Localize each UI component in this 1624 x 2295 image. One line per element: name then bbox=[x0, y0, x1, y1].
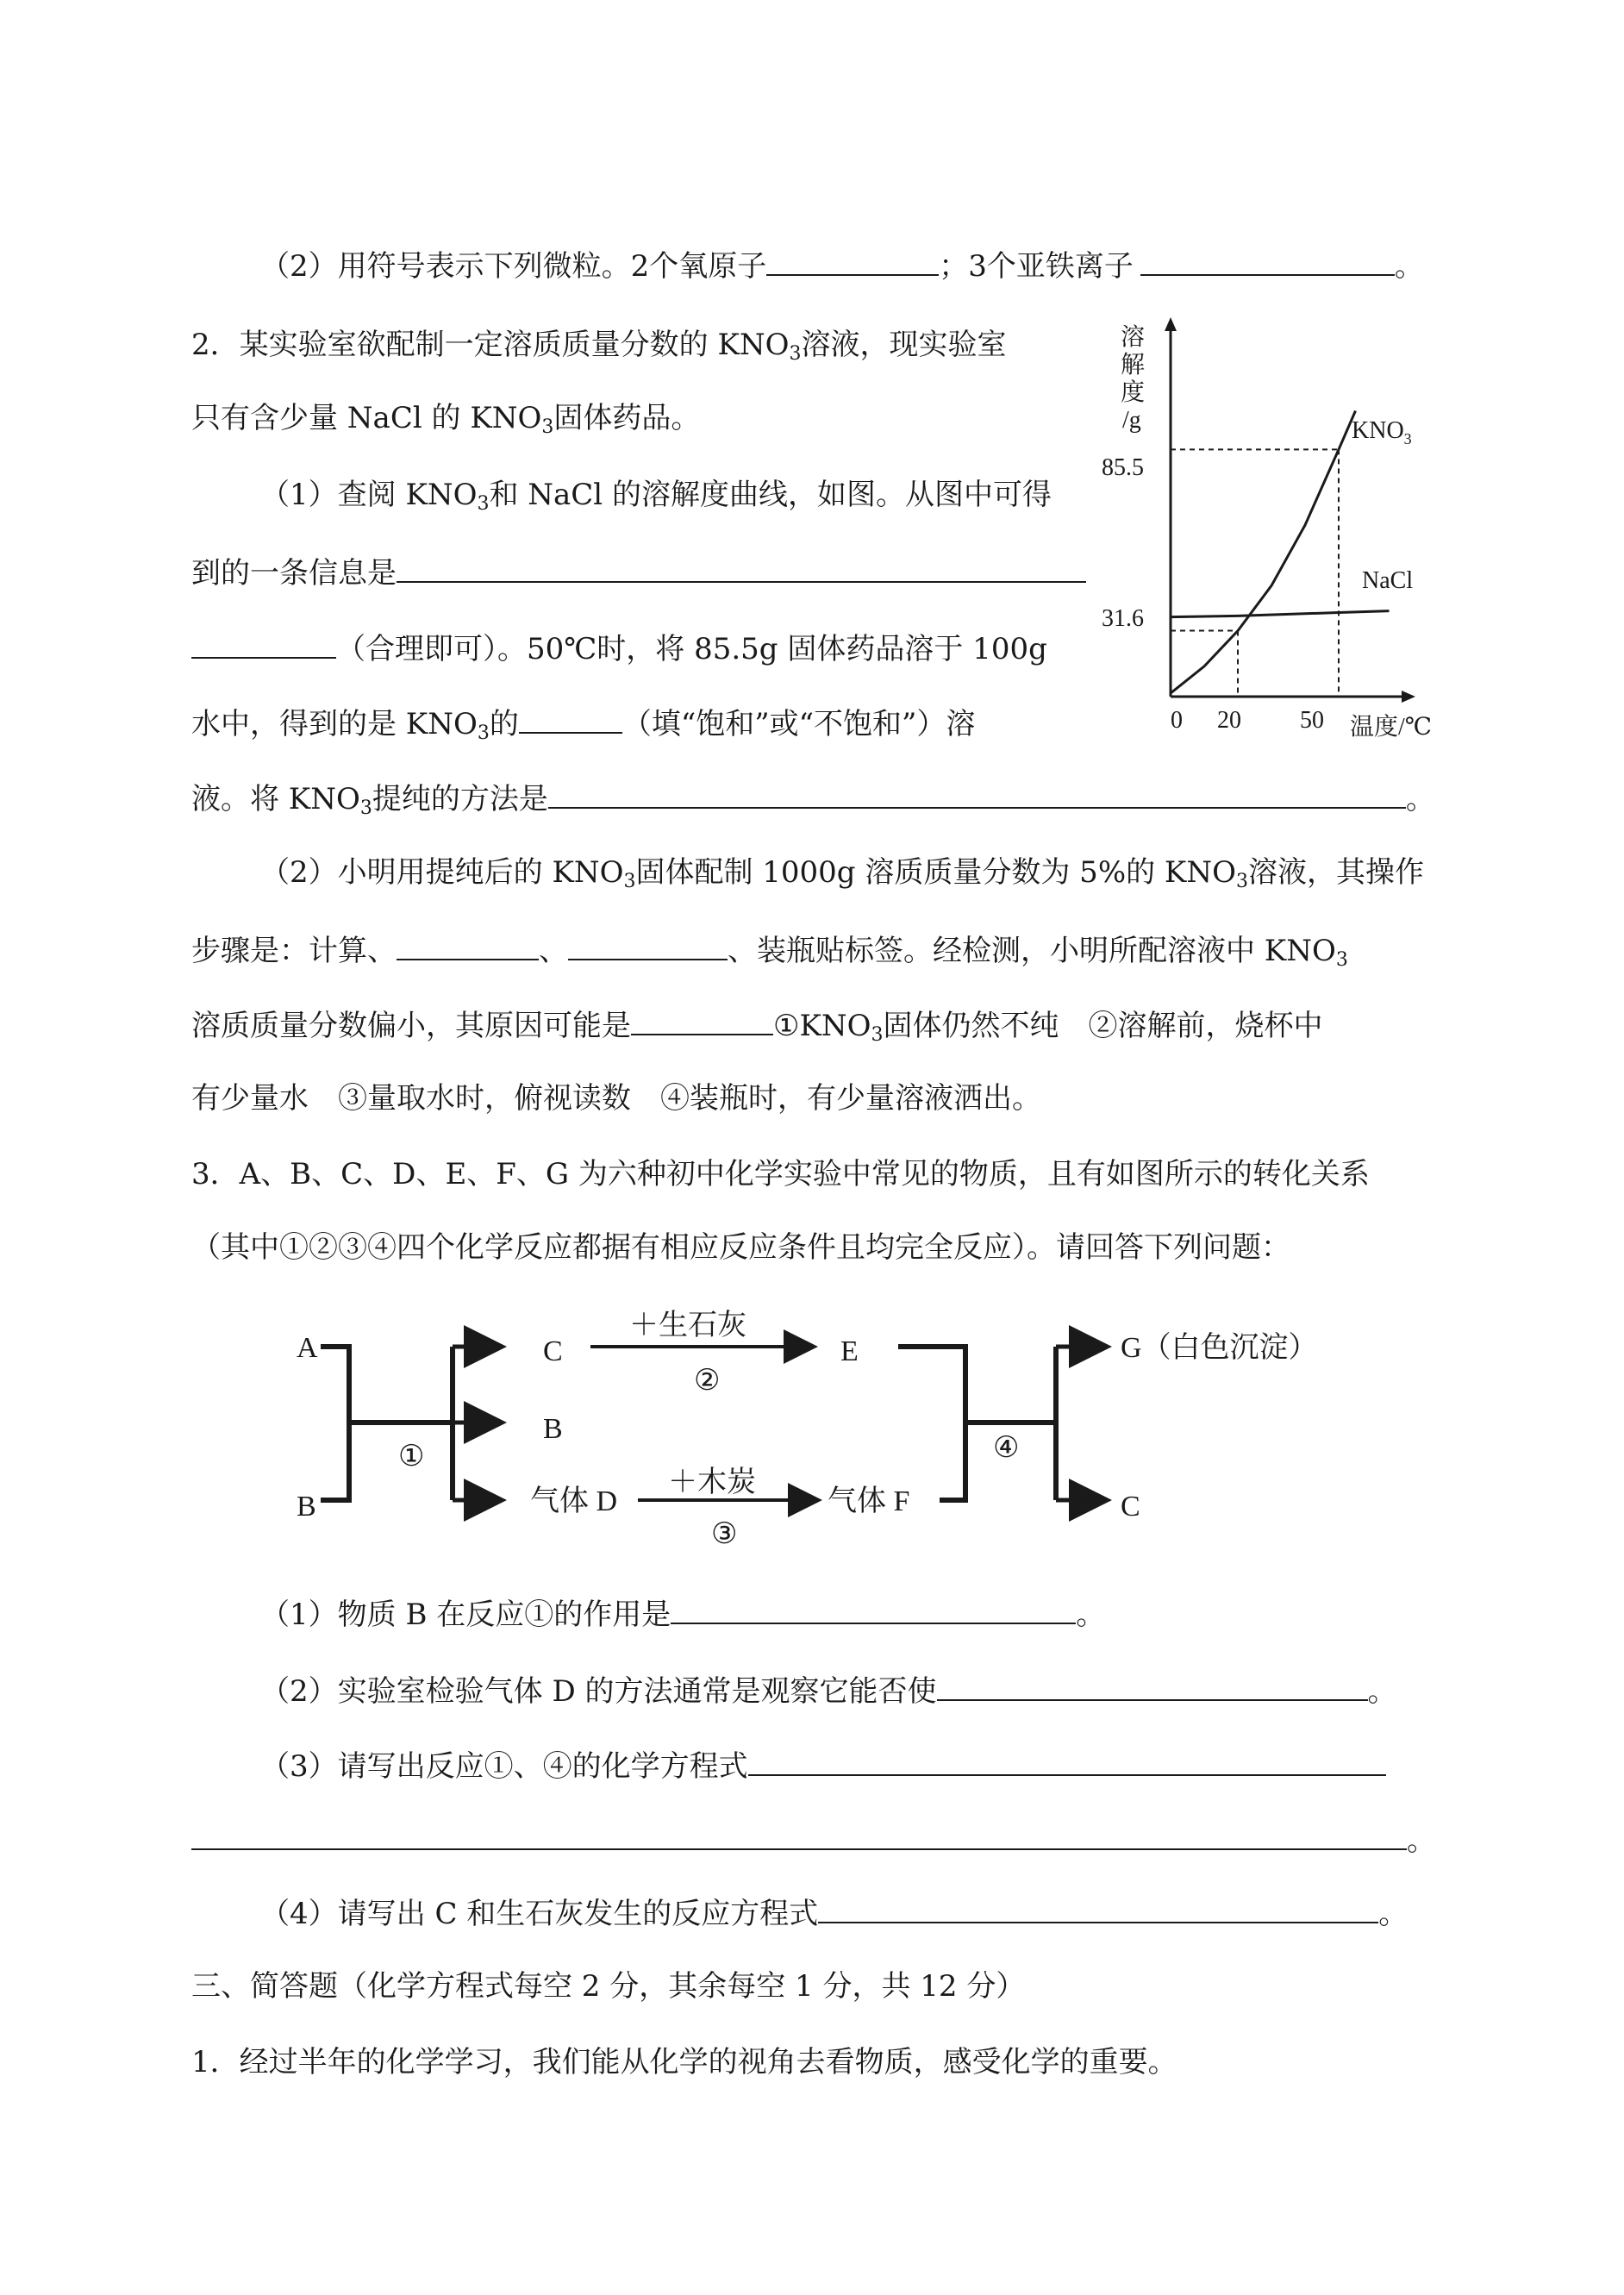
q3-line-1 bbox=[191, 1155, 1370, 1193]
q2-line-10 bbox=[191, 1004, 1323, 1045]
kno3-series-label: $KNO_3$ bbox=[1352, 417, 1412, 447]
node-C: C bbox=[543, 1335, 563, 1367]
q2-l1b: 溶液，现实验室 bbox=[801, 328, 1007, 362]
q2-l9a: 步骤是：计算、 bbox=[191, 934, 397, 968]
answer-blank-chart-info[interactable] bbox=[397, 552, 1086, 583]
q3-s3-end: 。 bbox=[1407, 1823, 1436, 1858]
q2-l9c: 、装瓶贴标签。经检测，小明所配溶液中 KNO bbox=[728, 934, 1336, 968]
reaction-1-label: ① bbox=[398, 1441, 425, 1473]
subscript: 3 bbox=[359, 797, 372, 819]
q2-line-9 bbox=[191, 929, 1348, 970]
node-B: B bbox=[297, 1491, 316, 1523]
x-axis-label: 温度/℃ bbox=[1350, 714, 1433, 741]
q3-s4-end: 。 bbox=[1378, 1897, 1409, 1931]
reaction-diagram bbox=[259, 1293, 1379, 1578]
node-E: E bbox=[840, 1335, 859, 1367]
chart-ylabel-char: 溶 bbox=[1121, 324, 1146, 351]
subscript: 3 bbox=[623, 871, 636, 892]
q2-l7b: 提纯的方法是 bbox=[372, 782, 548, 816]
reagent-charcoal: ＋木炭 bbox=[668, 1466, 756, 1498]
x-axis-arrow bbox=[1402, 691, 1415, 703]
p1-text-b: ；3个亚铁离子 bbox=[939, 249, 1134, 284]
answer-blank-reason[interactable] bbox=[631, 1004, 773, 1035]
q2-l10a: 溶质质量分数偏小，其原因可能是 bbox=[191, 1009, 631, 1043]
node-B-output: B bbox=[543, 1413, 563, 1445]
q2-l8c: 溶液，其操作 bbox=[1247, 855, 1424, 890]
q2-l6a: 水中，得到的是 KNO bbox=[191, 707, 478, 741]
q2-l8b: 固体配制 1000g 溶质质量分数为 5%的 KNO bbox=[635, 855, 1236, 890]
q3-sub-1 bbox=[260, 1593, 1105, 1634]
q2-l11: 有少量水 ③量取水时，俯视读数 ④装瓶时，有少量溶液洒出。 bbox=[191, 1081, 1041, 1116]
q2-l8a: （2）小明用提纯后的 KNO bbox=[260, 855, 624, 890]
node-C-product: C bbox=[1121, 1491, 1140, 1523]
q3-s1-text: （1）物质 B 在反应①的作用是 bbox=[260, 1598, 671, 1632]
y-tick-85.5: 85.5 bbox=[1102, 454, 1144, 481]
section-3-heading bbox=[191, 1967, 1025, 2005]
section-3-heading-text: 三、简答题（化学方程式每空 2 分，其余每空 1 分，共 12 分） bbox=[191, 1969, 1026, 2004]
reaction-3-label: ③ bbox=[711, 1518, 738, 1550]
q3-sub-4 bbox=[260, 1892, 1408, 1933]
section-3-q1 bbox=[191, 2043, 1177, 2081]
q3-s2-end: 。 bbox=[1367, 1674, 1397, 1709]
subscript: 3 bbox=[1235, 871, 1248, 892]
reaction-2-label: ② bbox=[694, 1365, 721, 1397]
nacl-series-label: NaCl bbox=[1362, 567, 1414, 594]
y-tick-31.6: 31.6 bbox=[1102, 605, 1144, 632]
chart-ylabel-char: 解 bbox=[1121, 352, 1146, 378]
q2-line-7 bbox=[191, 778, 1435, 818]
answer-blank-saturation[interactable] bbox=[519, 703, 622, 734]
answer-blank-ferrous-ions[interactable] bbox=[1140, 245, 1395, 276]
q3-l1: 3．A、B、C、D、E、F、G 为六种初中化学实验中常见的物质，且有如图所示的转化关系 bbox=[191, 1157, 1370, 1191]
q2-l10c: 固体仍然不纯 ②溶解前，烧杯中 bbox=[883, 1009, 1323, 1043]
x-tick-0: 0 bbox=[1171, 707, 1183, 734]
answer-blank-test-gas-D[interactable] bbox=[937, 1670, 1368, 1701]
answer-blank-purification[interactable] bbox=[548, 778, 1406, 809]
answer-blank-step-3[interactable] bbox=[568, 929, 728, 960]
solubility-chart bbox=[1095, 310, 1457, 750]
subscript: 3 bbox=[477, 493, 490, 515]
q2-line-3 bbox=[260, 476, 1052, 514]
q2-line-4 bbox=[191, 552, 1086, 592]
subscript: 3 bbox=[541, 416, 554, 438]
x-tick-20: 20 bbox=[1217, 707, 1241, 734]
subscript: 3 bbox=[789, 343, 802, 365]
q3-sub-3-cont bbox=[191, 1819, 1436, 1860]
subscript: 3 bbox=[871, 1024, 884, 1046]
q2-l3a: （1）查阅 KNO bbox=[260, 478, 478, 512]
q2-line-5 bbox=[191, 628, 1047, 668]
q3-sub-3 bbox=[260, 1745, 1386, 1785]
q2-l2a: 只有含少量 NaCl 的 KNO bbox=[191, 401, 542, 435]
answer-blank-equations-1[interactable] bbox=[748, 1745, 1386, 1776]
x-tick-50: 50 bbox=[1300, 707, 1324, 734]
y-axis-arrow bbox=[1165, 317, 1177, 331]
answer-blank-quicklime-equation[interactable] bbox=[818, 1892, 1378, 1923]
bracket-inputs bbox=[321, 1347, 349, 1500]
p1-text-a: （2）用符号表示下列微粒。2个氧原子 bbox=[260, 249, 767, 284]
node-A: A bbox=[297, 1332, 318, 1364]
reagent-quicklime: ＋生石灰 bbox=[629, 1310, 746, 1341]
nacl-solubility-curve bbox=[1171, 611, 1390, 617]
bracket-E-F bbox=[898, 1347, 965, 1500]
q2-line-8 bbox=[260, 854, 1424, 891]
q3-line-2 bbox=[191, 1229, 1290, 1266]
q3-s1-end: 。 bbox=[1076, 1598, 1106, 1632]
q2-l9b: 、 bbox=[539, 934, 568, 968]
answer-blank-chart-info-cont[interactable] bbox=[191, 628, 336, 659]
section-3-q1-text: 1．经过半年的化学学习，我们能从化学的视角去看物质，感受化学的重要。 bbox=[191, 2045, 1177, 2079]
q2-l5: （合理即可）。50℃时，将 85.5g 固体药品溶于 100g bbox=[336, 632, 1047, 666]
q2-line-1 bbox=[191, 326, 1006, 364]
q2-l7end: 。 bbox=[1405, 782, 1435, 816]
reaction-4-label: ④ bbox=[993, 1432, 1020, 1464]
q2-l1a: 2．某实验室欲配制一定溶质质量分数的 KNO bbox=[191, 328, 790, 362]
subscript: 3 bbox=[1335, 949, 1348, 971]
node-gas-F: 气体 F bbox=[828, 1485, 910, 1517]
q2-l4: 到的一条信息是 bbox=[191, 556, 397, 591]
answer-blank-role-of-B[interactable] bbox=[671, 1593, 1076, 1624]
answer-blank-oxygen-atoms[interactable] bbox=[766, 245, 939, 276]
p1-end: 。 bbox=[1394, 249, 1424, 284]
q3-s3-text: （3）请写出反应①、④的化学方程式 bbox=[260, 1749, 748, 1784]
node-G: G（白色沉淀） bbox=[1121, 1332, 1318, 1364]
q3-s4-text: （4）请写出 C 和生石灰发生的反应方程式 bbox=[260, 1897, 819, 1931]
q2-line-2 bbox=[191, 399, 700, 437]
answer-blank-equations-2[interactable] bbox=[191, 1819, 1407, 1850]
chart-ylabel-char: 度 bbox=[1121, 379, 1146, 406]
q2-l3b: 和 NaCl 的溶解度曲线，如图。从图中可得 bbox=[489, 478, 1052, 512]
q2-l10b: ①KNO bbox=[773, 1009, 871, 1043]
chart-yunit: /g bbox=[1122, 407, 1141, 434]
kno3-solubility-curve bbox=[1171, 411, 1356, 694]
q2-l2b: 固体药品。 bbox=[553, 401, 701, 435]
q2-line-11 bbox=[191, 1079, 1041, 1117]
q3-sub-2 bbox=[260, 1670, 1397, 1710]
p1-line bbox=[260, 245, 1424, 285]
answer-blank-step-2[interactable] bbox=[397, 929, 539, 960]
q2-line-6 bbox=[191, 703, 975, 743]
q3-s2-text: （2）实验室检验气体 D 的方法通常是观察它能否使 bbox=[260, 1674, 937, 1709]
q3-l2: （其中①②③④四个化学反应都据有相应反应条件且均完全反应）。请回答下列问题： bbox=[191, 1230, 1290, 1265]
node-gas-D: 气体 D bbox=[530, 1485, 618, 1517]
q2-l6c: （填“饱和”或“不饱和”）溶 bbox=[621, 707, 976, 741]
q2-l6b: 的 bbox=[489, 707, 519, 741]
subscript: 3 bbox=[477, 722, 490, 744]
q2-l7a: 液。将 KNO bbox=[191, 782, 360, 816]
